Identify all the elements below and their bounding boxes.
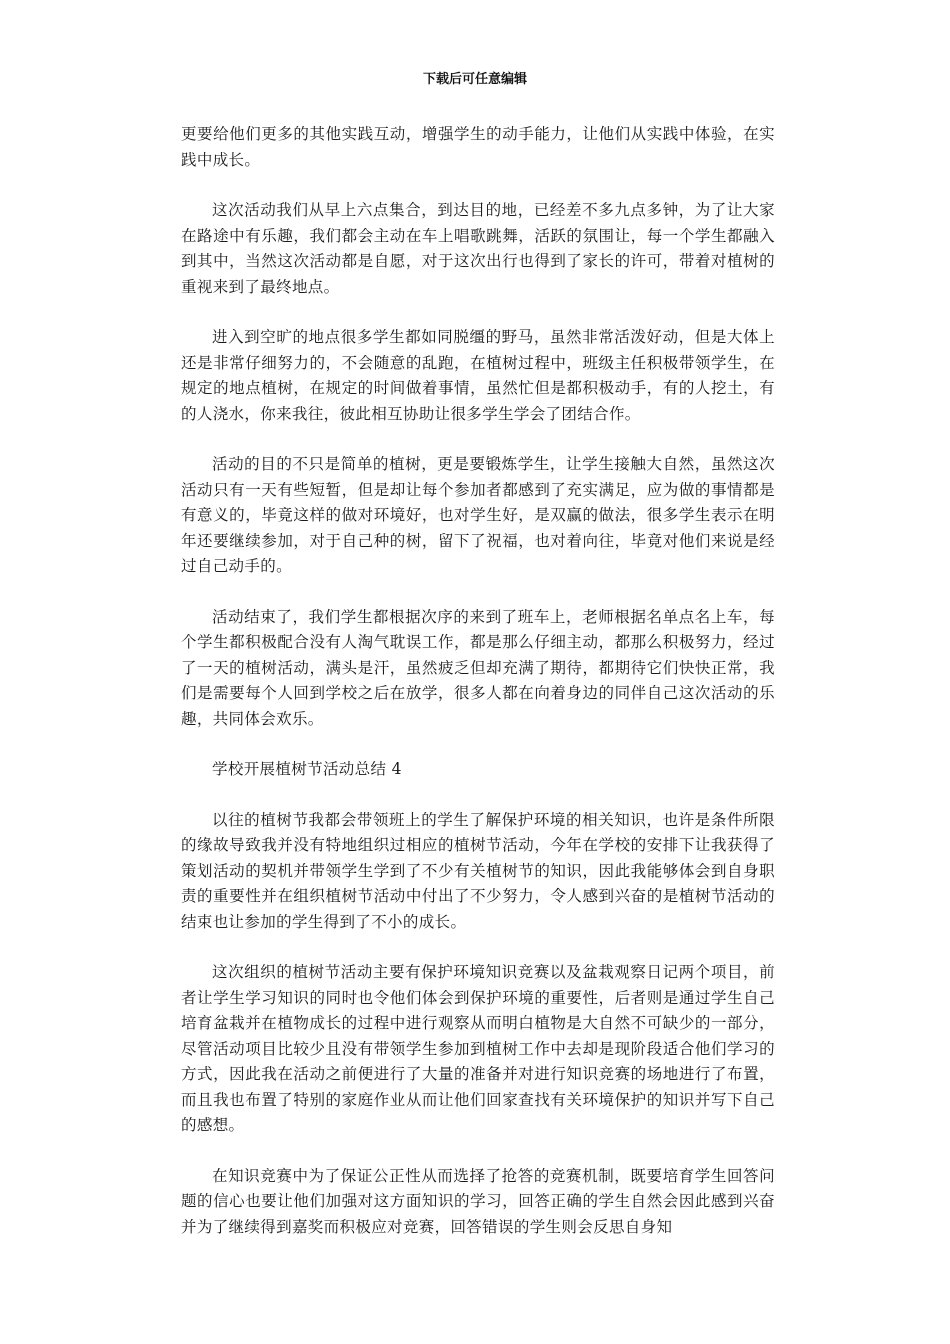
paragraph-3: 进入到空旷的地点很多学生都如同脱缰的野马，虽然非常活泼好动，但是大体上还是非常仔细努力的，不会随意的乱跑，在植树过程中，班级主任积极带领学生，在规定的地点植树，在规定的时间做着事情，虽然忙但是都积极动手，有的人挖土，有的人浇水，你来我往，彼此相互协助让很多学生学会了团结合作。: [181, 328, 775, 423]
paragraph-2: 这次活动我们从早上六点集合，到达目的地，已经差不多九点多钟，为了让大家在路途中有乐趣，我们都会主动在车上唱歌跳舞，活跃的氛围让，每一个学生都融入到其中，当然这次活动都是自愿，对于这次出行也得到了家长的许可，带着对植树的重视来到了最终地点。: [181, 201, 775, 296]
paragraph-7: 这次组织的植树节活动主要有保护环境知识竞赛以及盆栽观察日记两个项目，前者让学生学习知识的同时也令他们体会到保护环境的重要性，后者则是通过学生自己培育盆栽并在植物成长的过程中进行观察从而明白植物是大自然不可缺少的一部分，尽管活动项目比较少且没有带领学生参加到植树工作中去却是现阶段适合他们学习的方式，因此我在活动之前便进行了大量的准备并对进行知识竞赛的场地进行了布置，而且我也布置了特别的家庭作业从而让他们回家查找有关环境保护的知识并写下自己的感想。: [181, 963, 775, 1134]
page-header: 下载后可任意编辑: [422, 72, 527, 87]
paragraph-6: 以往的植树节我都会带领班上的学生了解保护环境的相关知识，也许是条件所限的缘故导致我并没有特地组织过相应的植树节活动，今年在学校的安排下让我获得了策划活动的契机并带领学生学到了不少有关植树节的知识，因此我能够体会到自身职责的重要性并在组织植树节活动中付出了不少努力，令人感到兴奋的是植树节活动的结束也让参加的学生得到了不小的成长。: [181, 810, 775, 931]
section-heading: 学校开展植树节活动总结 4: [212, 760, 402, 778]
paragraph-4: 活动的目的不只是简单的植树，更是要锻炼学生，让学生接触大自然，虽然这次活动只有一天有些短暂，但是却让每个参加者都感到了充实满足，应为做的事情都是有意义的，毕竟这样的做对环境好，也对学生好，是双赢的做法，很多学生表示在明年还要继续参加，对于自己种的树，留下了祝福，也对着向往，毕竟对他们来说是经过自己动手的。: [181, 455, 775, 575]
paragraph-8: 在知识竞赛中为了保证公正性从而选择了抢答的竞赛机制，既要培育学生回答问题的信心也要让他们加强对这方面知识的学习，回答正确的学生自然会因此感到兴奋并为了继续得到嘉奖而积极应对竞赛，回答错误的学生则会反思自身知: [181, 1166, 775, 1236]
document-body: [181, 122, 775, 1265]
paragraph-1: 更要给他们更多的其他实践互动，增强学生的动手能力，让他们从实践中体验，在实践中成长。: [181, 125, 775, 169]
paragraph-5: 活动结束了，我们学生都根据次序的来到了班车上，老师根据名单点名上车，每个学生都积极配合没有人淘气耽误工作，都是那么仔细主动，都那么积极努力，经过了一天的植树活动，满头是汗，虽然疲乏但却充满了期待，都期待它们快快正常，我们是需要每个人回到学校之后在放学，很多人都在向着身边的同伴自己这次活动的乐趣，共同体会欢乐。: [181, 607, 775, 728]
